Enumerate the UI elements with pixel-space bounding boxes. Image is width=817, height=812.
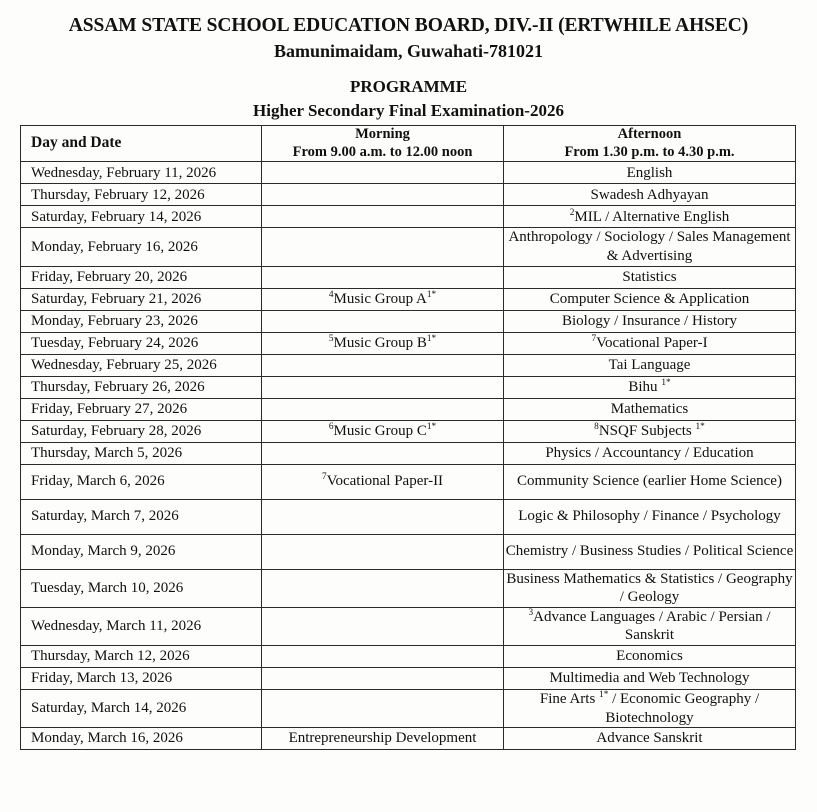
cell-day-and-date: Monday, March 16, 2026 — [21, 728, 262, 750]
cell-morning-subject — [262, 288, 504, 310]
cell-morning-subject — [262, 332, 504, 354]
cell-morning-subject — [262, 534, 504, 569]
footnote-marker: 6 — [328, 421, 334, 432]
cell-afternoon-subject — [504, 607, 796, 645]
cell-afternoon-subject — [504, 442, 796, 464]
cell-day-and-date: Wednesday, March 11, 2026 — [21, 607, 262, 645]
cell-morning-subject — [262, 728, 504, 750]
cell-afternoon-subject — [504, 162, 796, 184]
cell-morning-subject — [262, 464, 504, 499]
cell-text: Fine Arts — [539, 690, 600, 707]
table-header — [21, 126, 796, 162]
cell-morning-subject — [262, 184, 504, 206]
cell-afternoon-subject — [504, 569, 796, 607]
cell-day-and-date: Tuesday, March 10, 2026 — [21, 569, 262, 607]
cell-text: Biology / Insurance / History — [562, 312, 737, 329]
cell-text: Advance Sanskrit — [596, 730, 703, 747]
table-row — [21, 728, 796, 750]
cell-morning-subject — [262, 162, 504, 184]
cell-afternoon-subject — [504, 398, 796, 420]
cell-text: Vocational Paper-I — [596, 334, 708, 351]
cell-morning-subject — [262, 607, 504, 645]
footnote-marker: 5 — [328, 333, 334, 344]
cell-text: Entrepreneurship Development — [288, 730, 477, 747]
footnote-marker: 1* — [426, 333, 437, 344]
table-row — [21, 206, 796, 228]
cell-day-and-date: Saturday, February 21, 2026 — [21, 288, 262, 310]
column-header-morning-time: From 9.00 a.m. to 12.00 noon — [292, 143, 473, 160]
table-row — [21, 420, 796, 442]
cell-text: NSQF Subjects — [598, 422, 696, 439]
cell-text: Multimedia and Web Technology — [549, 670, 750, 687]
table-row — [21, 645, 796, 667]
cell-text: Computer Science & Application — [549, 290, 750, 307]
footnote-marker: 7 — [591, 333, 597, 344]
cell-day-and-date: Saturday, February 14, 2026 — [21, 206, 262, 228]
programme-title: PROGRAMME — [349, 76, 468, 96]
cell-text: Music Group C — [333, 422, 427, 439]
cell-text: English — [626, 164, 673, 181]
table-body — [21, 162, 796, 750]
column-header-day-label: Day and Date — [31, 134, 122, 152]
cell-afternoon-subject — [504, 420, 796, 442]
table-row — [21, 499, 796, 534]
cell-morning-subject — [262, 398, 504, 420]
footnote-marker: 7 — [321, 472, 327, 483]
footnote-marker: 8 — [594, 421, 599, 432]
cell-day-and-date: Friday, February 20, 2026 — [21, 266, 262, 288]
table-row — [21, 569, 796, 607]
cell-day-and-date: Friday, February 27, 2026 — [21, 398, 262, 420]
column-header-afternoon-time: From 1.30 p.m. to 4.30 p.m. — [564, 143, 735, 160]
cell-afternoon-subject — [504, 310, 796, 332]
cell-morning-subject — [262, 228, 504, 266]
cell-afternoon-subject — [504, 206, 796, 228]
cell-text: Community Science (earlier Home Science) — [517, 473, 782, 490]
cell-day-and-date: Monday, February 23, 2026 — [21, 310, 262, 332]
cell-day-and-date: Saturday, March 7, 2026 — [21, 499, 262, 534]
cell-morning-subject — [262, 442, 504, 464]
footnote-marker: 1* — [426, 289, 437, 300]
footnote-marker: 2 — [569, 207, 575, 218]
footnote-marker: 1* — [599, 689, 609, 700]
cell-text: Vocational Paper-II — [326, 473, 444, 490]
cell-morning-subject — [262, 420, 504, 442]
cell-morning-subject — [262, 310, 504, 332]
footnote-marker: 3 — [528, 607, 534, 618]
table-row — [21, 228, 796, 266]
cell-morning-subject — [262, 266, 504, 288]
cell-afternoon-subject — [504, 534, 796, 569]
cell-morning-subject — [262, 645, 504, 667]
cell-text: Logic & Philosophy / Finance / Psychology — [518, 508, 781, 525]
cell-morning-subject — [262, 569, 504, 607]
cell-text: Swadesh Adhyayan — [590, 186, 709, 203]
examination-title: Higher Secondary Final Examination-2026 — [253, 101, 564, 121]
cell-morning-subject — [262, 667, 504, 689]
cell-afternoon-subject — [504, 266, 796, 288]
cell-text: Advance Languages / Arabic / Persian / Sanskrit — [533, 608, 771, 644]
organization-address: Bamunimaidam, Guwahati-781021 — [273, 41, 544, 62]
cell-day-and-date: Thursday, February 12, 2026 — [21, 184, 262, 206]
cell-day-and-date: Tuesday, February 24, 2026 — [21, 332, 262, 354]
cell-afternoon-subject — [504, 645, 796, 667]
cell-day-and-date: Saturday, March 14, 2026 — [21, 689, 262, 727]
examination-schedule-table — [20, 125, 796, 750]
footnote-marker: 1* — [695, 421, 705, 432]
table-row — [21, 376, 796, 398]
table-row — [21, 442, 796, 464]
cell-day-and-date: Thursday, February 26, 2026 — [21, 376, 262, 398]
cell-text: Economics — [616, 648, 683, 665]
cell-text: Tai Language — [608, 356, 691, 373]
column-header-afternoon-label: Afternoon — [617, 126, 682, 142]
cell-afternoon-subject — [504, 288, 796, 310]
cell-afternoon-subject — [504, 689, 796, 727]
document-heading — [0, 0, 817, 121]
cell-day-and-date: Saturday, February 28, 2026 — [21, 420, 262, 442]
cell-day-and-date: Thursday, March 5, 2026 — [21, 442, 262, 464]
cell-day-and-date: Wednesday, February 11, 2026 — [21, 162, 262, 184]
cell-text: / Economic Geography / Biotechnology — [605, 690, 760, 726]
footnote-marker: 1* — [426, 421, 437, 432]
cell-text: Music Group B — [333, 334, 427, 351]
cell-morning-subject — [262, 689, 504, 727]
cell-text: Chemistry / Business Studies / Political Science — [505, 543, 794, 560]
cell-afternoon-subject — [504, 499, 796, 534]
column-header-morning — [262, 126, 504, 162]
cell-afternoon-subject — [504, 464, 796, 499]
table-row — [21, 689, 796, 727]
cell-morning-subject — [262, 206, 504, 228]
column-header-afternoon — [504, 126, 796, 162]
cell-afternoon-subject — [504, 228, 796, 266]
cell-text: Statistics — [622, 268, 677, 285]
cell-text: MIL / Alternative English — [574, 208, 730, 225]
footnote-marker: 4 — [328, 289, 334, 300]
table-row — [21, 398, 796, 420]
cell-day-and-date: Friday, March 6, 2026 — [21, 464, 262, 499]
footnote-marker: 1* — [661, 377, 671, 388]
column-header-day — [21, 126, 262, 162]
cell-text: Music Group A — [333, 290, 427, 307]
table-row — [21, 310, 796, 332]
cell-text: Mathematics — [610, 400, 689, 417]
cell-day-and-date: Monday, February 16, 2026 — [21, 228, 262, 266]
cell-afternoon-subject — [504, 354, 796, 376]
cell-afternoon-subject — [504, 332, 796, 354]
table-row — [21, 266, 796, 288]
header-row — [21, 126, 796, 162]
cell-text: Physics / Accountancy / Education — [545, 444, 754, 461]
schedule-table-wrapper — [20, 125, 795, 750]
table-row — [21, 354, 796, 376]
cell-morning-subject — [262, 354, 504, 376]
cell-afternoon-subject — [504, 376, 796, 398]
cell-day-and-date: Friday, March 13, 2026 — [21, 667, 262, 689]
table-row — [21, 162, 796, 184]
table-row — [21, 607, 796, 645]
organization-name: ASSAM STATE SCHOOL EDUCATION BOARD, DIV.-II (ERTWHILE AHSEC) — [68, 15, 749, 36]
cell-text: Anthropology / Sociology / Sales Management & Advertising — [508, 229, 791, 264]
table-row — [21, 332, 796, 354]
cell-afternoon-subject — [504, 184, 796, 206]
table-row — [21, 184, 796, 206]
cell-morning-subject — [262, 376, 504, 398]
cell-afternoon-subject — [504, 728, 796, 750]
column-header-morning-label: Morning — [355, 126, 410, 142]
table-row — [21, 288, 796, 310]
cell-day-and-date: Wednesday, February 25, 2026 — [21, 354, 262, 376]
cell-morning-subject — [262, 499, 504, 534]
cell-text: Bihu — [628, 378, 662, 395]
table-row — [21, 667, 796, 689]
cell-day-and-date: Monday, March 9, 2026 — [21, 534, 262, 569]
cell-afternoon-subject — [504, 667, 796, 689]
cell-day-and-date: Thursday, March 12, 2026 — [21, 645, 262, 667]
table-row — [21, 464, 796, 499]
table-row — [21, 534, 796, 569]
cell-text: Business Mathematics & Statistics / Geography / Geology — [506, 570, 793, 606]
